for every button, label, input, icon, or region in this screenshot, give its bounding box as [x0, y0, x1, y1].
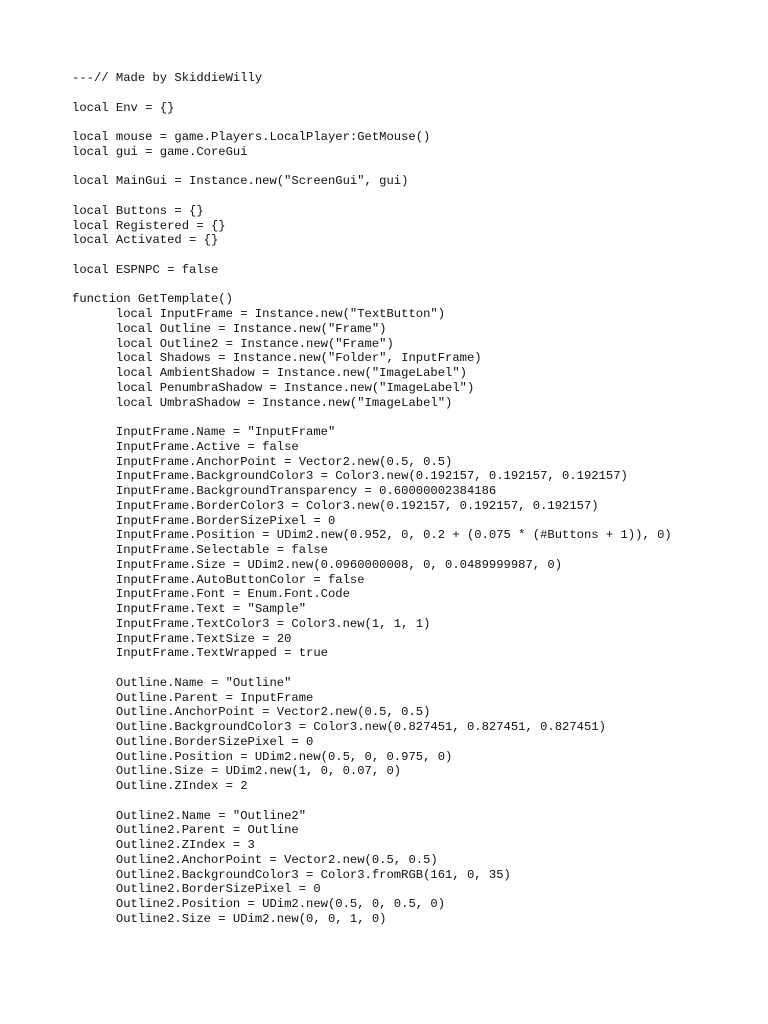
code-line — [72, 189, 672, 204]
code-line: InputFrame.Name = "InputFrame" — [72, 425, 336, 439]
code-line — [72, 410, 672, 425]
code-line: Outline.ZIndex = 2 — [72, 779, 248, 793]
code-line — [72, 115, 672, 130]
code-line: local ESPNPC = false — [72, 262, 219, 277]
code-line: Outline.Size = UDim2.new(1, 0, 0.07, 0) — [72, 764, 402, 779]
code-line: InputFrame.Font = Enum.Font.Code — [72, 587, 350, 602]
code-line: local Registered = {} — [72, 218, 226, 233]
code-line: InputFrame.BackgroundTransparency = 0.60000002384186 — [72, 484, 497, 498]
code-line: Outline2.AnchorPoint = Vector2.new(0.5, 0.5) — [72, 852, 438, 867]
code-line: local mouse = game.Players.LocalPlayer:GetMouse() — [72, 130, 431, 144]
code-line: local PenumbraShadow = Instance.new("ImageLabel") — [72, 380, 475, 395]
code-line: Outline2.Size = UDim2.new(0, 0, 1, 0) — [72, 911, 387, 926]
code-line: InputFrame.Active = false — [72, 439, 299, 454]
code-line: Outline2.Name = "Outline2" — [72, 808, 307, 823]
code-line: Outline.BackgroundColor3 = Color3.new(0.827451, 0.827451, 0.827451) — [72, 720, 606, 734]
code-line: Outline.AnchorPoint = Vector2.new(0.5, 0.5) — [72, 705, 431, 720]
code-line: InputFrame.AutoButtonColor = false — [72, 572, 365, 587]
code-line: Outline.BorderSizePixel = 0 — [72, 734, 314, 749]
code-line — [72, 278, 672, 293]
code-line: local Activated = {} — [72, 233, 219, 248]
code-line: InputFrame.TextColor3 = Color3.new(1, 1, 1) — [72, 616, 431, 631]
code-line: InputFrame.Position = UDim2.new(0.952, 0, 0.2 + (0.075 * (#Buttons + 1)), 0) — [72, 528, 672, 543]
code-line: local Outline2 = Instance.new("Frame") — [72, 336, 394, 351]
code-line: local Shadows = Instance.new("Folder", InputFrame) — [72, 351, 482, 366]
code-line — [72, 86, 672, 101]
code-line: InputFrame.TextSize = 20 — [72, 631, 292, 646]
code-line: Outline.Parent = InputFrame — [72, 690, 314, 705]
code-line — [72, 794, 672, 809]
code-line — [72, 160, 672, 175]
code-line: local Env = {} — [72, 100, 175, 115]
code-line: ---// Made by SkiddieWilly — [72, 71, 263, 85]
code-line: InputFrame.Size = UDim2.new(0.0960000008, 0, 0.0489999987, 0) — [72, 557, 563, 572]
code-line: Outline.Position = UDim2.new(0.5, 0, 0.975, 0) — [72, 749, 453, 764]
code-line: InputFrame.BorderSizePixel = 0 — [72, 513, 336, 528]
code-line: InputFrame.Selectable = false — [72, 543, 328, 557]
code-line: Outline2.Parent = Outline — [72, 823, 299, 838]
code-line — [72, 248, 672, 263]
code-line: InputFrame.BackgroundColor3 = Color3.new(0.192157, 0.192157, 0.192157) — [72, 469, 628, 484]
code-line: Outline2.ZIndex = 3 — [72, 838, 255, 852]
code-listing — [72, 71, 672, 927]
code-line: Outline2.BackgroundColor3 = Color3.fromRGB(161, 0, 35) — [72, 867, 511, 882]
code-line: InputFrame.AnchorPoint = Vector2.new(0.5, 0.5) — [72, 454, 453, 469]
code-line: local gui = game.CoreGui — [72, 144, 248, 159]
code-line: local MainGui = Instance.new("ScreenGui", gui) — [72, 174, 409, 189]
code-line: local Outline = Instance.new("Frame") — [72, 321, 387, 336]
code-line: local InputFrame = Instance.new("TextButton") — [72, 307, 446, 321]
code-line — [72, 661, 672, 676]
code-line: local Buttons = {} — [72, 203, 204, 218]
code-line: Outline.Name = "Outline" — [72, 675, 292, 690]
code-line: local AmbientShadow = Instance.new("ImageLabel") — [72, 366, 467, 380]
code-line: InputFrame.BorderColor3 = Color3.new(0.192157, 0.192157, 0.192157) — [72, 498, 599, 513]
code-line: Outline2.BorderSizePixel = 0 — [72, 882, 321, 897]
code-line: local UmbraShadow = Instance.new("ImageLabel") — [72, 395, 453, 410]
code-line: function GetTemplate() — [72, 292, 233, 307]
code-line: Outline2.Position = UDim2.new(0.5, 0, 0.5, 0) — [72, 897, 446, 911]
code-line: InputFrame.TextWrapped = true — [72, 646, 328, 661]
code-line: InputFrame.Text = "Sample" — [72, 602, 307, 616]
